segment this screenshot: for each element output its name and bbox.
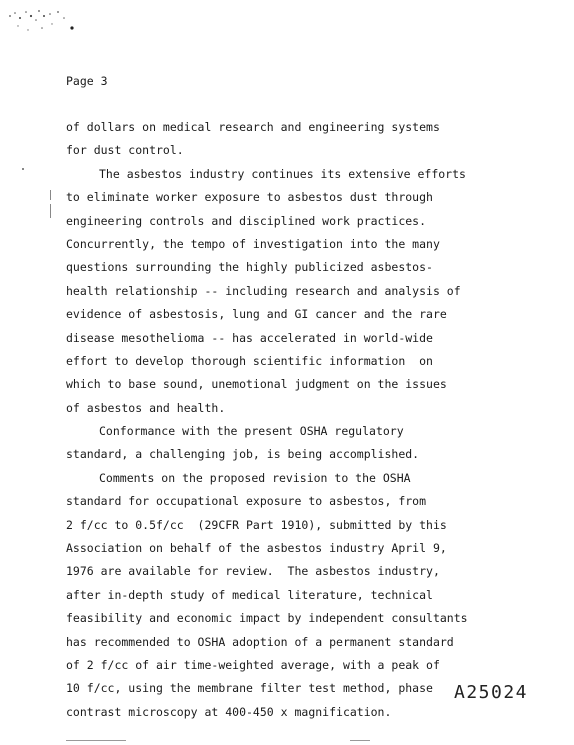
text-line: standard for occupational exposure to asbestos, from bbox=[66, 494, 427, 509]
text-line: of asbestos and health. bbox=[66, 400, 226, 415]
text-line: Conformance with the present OSHA regulatory bbox=[99, 424, 404, 439]
text-line: of dollars on medical research and engineering systems bbox=[66, 120, 440, 134]
margin-mark bbox=[50, 204, 51, 218]
text-line: contrast microscopy at 400-450 x magnification. bbox=[66, 704, 392, 719]
text-line: has recommended to OSHA adoption of a permanent standard bbox=[66, 634, 454, 649]
page-header: Page 3 bbox=[66, 74, 108, 88]
body-text bbox=[66, 116, 466, 724]
margin-mark bbox=[50, 190, 51, 200]
text-line: standard, a challenging job, is being accomplished. bbox=[66, 447, 420, 462]
text-line: of 2 f/cc of air time-weighted average, with a peak of bbox=[66, 657, 440, 672]
text-line: Comments on the proposed revision to the OSHA bbox=[99, 470, 411, 485]
text-line: for dust control. bbox=[66, 143, 184, 158]
text-line: feasibility and economic impact by independent consultants bbox=[66, 611, 468, 626]
text-line: to eliminate worker exposure to asbestos dust through bbox=[66, 190, 433, 205]
bottom-rule bbox=[66, 740, 126, 741]
text-line: 1976 are available for review. The asbestos industry, bbox=[66, 564, 440, 579]
text-line: which to base sound, unemotional judgment on the issues bbox=[66, 377, 447, 392]
text-line: engineering controls and disciplined work practices. bbox=[66, 213, 427, 228]
text-line: Association on behalf of the asbestos industry April 9, bbox=[66, 541, 447, 556]
scan-speckle-marks bbox=[6, 6, 86, 46]
text-line: 10 f/cc, using the membrane filter test method, phase bbox=[66, 681, 433, 696]
text-line: The asbestos industry continues its extensive efforts bbox=[99, 166, 466, 181]
margin-mark bbox=[22, 168, 24, 170]
text-line: questions surrounding the highly publicized asbestos- bbox=[66, 260, 433, 275]
text-line: after in-depth study of medical literature, technical bbox=[66, 587, 433, 602]
text-line: Concurrently, the tempo of investigation into the many bbox=[66, 236, 440, 251]
text-line: effort to develop thorough scientific information on bbox=[66, 353, 433, 368]
bottom-rule bbox=[350, 740, 370, 741]
text-line: evidence of asbestosis, lung and GI cancer and the rare bbox=[66, 307, 447, 322]
text-line: health relationship -- including research and analysis of bbox=[66, 283, 461, 298]
text-line: disease mesothelioma -- has accelerated in world-wide bbox=[66, 330, 433, 345]
document-id-stamp: A25024 bbox=[454, 682, 529, 703]
text-line: 2 f/cc to 0.5f/cc (29CFR Part 1910), submitted by this bbox=[66, 517, 447, 532]
